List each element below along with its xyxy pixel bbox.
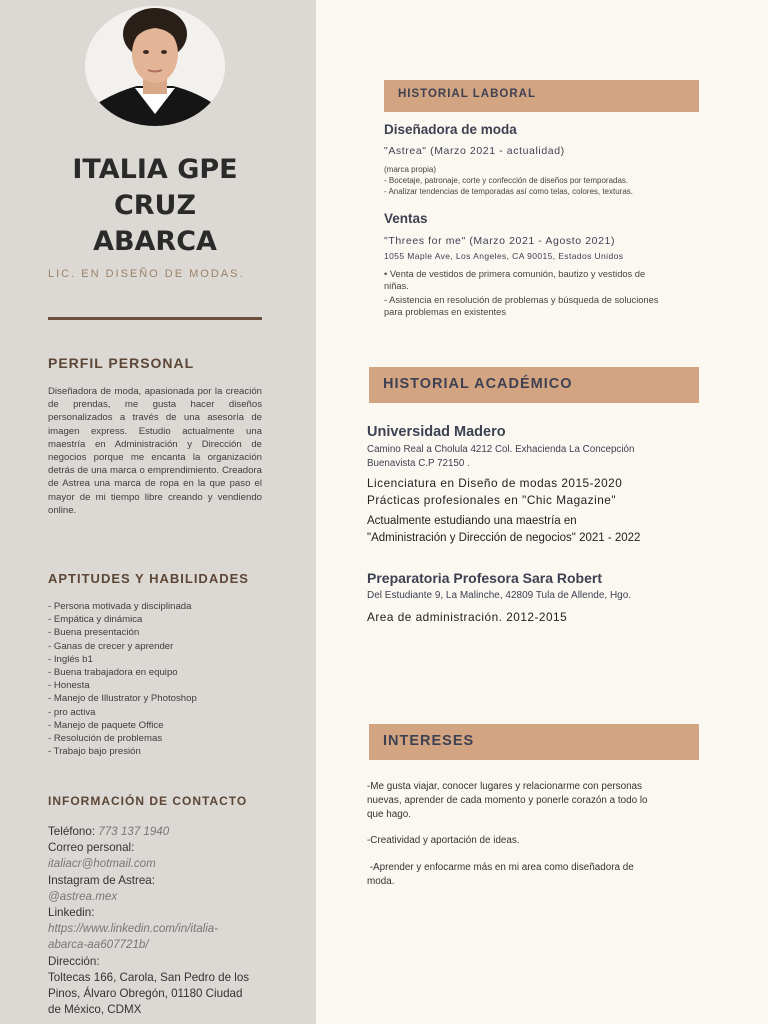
job2-bullet-2-line-1: - Asistencia en resolución de problemas y búsqueda de soluciones xyxy=(384,295,659,305)
phone-value[interactable]: 773 137 1940 xyxy=(98,825,170,838)
intereses-p1-line-2: nuevas, aprender de cada momento y ponerle corazón a todo lo xyxy=(367,795,648,806)
intereses-p3-line-1: -Aprender y enfocarme más en mi area como diseñadora de xyxy=(367,862,634,873)
uni-name: Universidad Madero xyxy=(367,424,506,440)
intereses-p1-line-3: que hago. xyxy=(367,809,411,820)
uni-address-line-1: Camino Real a Cholula 4212 Col. Exhacienda La Concepción xyxy=(367,444,635,455)
skill-item: - Buena trabajadora en equipo xyxy=(48,667,178,679)
skill-item: - Honesta xyxy=(48,680,90,692)
academico-band xyxy=(369,367,699,403)
email-value[interactable]: italiacr@hotmail.com xyxy=(48,857,156,871)
name-line-2: CRUZ xyxy=(113,190,197,221)
job1-note: (marca propia) xyxy=(384,165,437,174)
job2-title: Ventas xyxy=(384,211,428,226)
academico-heading: HISTORIAL ACADÉMICO xyxy=(383,376,573,392)
address-line-3: de México, CDMX xyxy=(48,1003,142,1017)
address-line-2: Pinos, Álvaro Obregón, 01180 Ciudad xyxy=(48,987,243,1001)
perfil-heading: PERFIL PERSONAL xyxy=(48,355,195,371)
skill-item: - Manejo de Illustrator y Photoshop xyxy=(48,693,197,705)
linkedin-label: Linkedin: xyxy=(48,906,95,920)
intereses-band xyxy=(369,724,699,760)
job2-bullet-1-line-1: • Venta de vestidos de primera comunión, bautizo y vestidos de xyxy=(384,269,646,279)
skills-list xyxy=(48,600,197,758)
uni-degree-line-1: Licenciatura en Diseño de modas 2015-2020 xyxy=(367,476,623,490)
intereses-p2: -Creatividad y aportación de ideas. xyxy=(367,835,520,846)
skill-item: - Empática y dinámica xyxy=(48,614,143,626)
job1-bullet-2: - Analizar tendencias de temporadas así como telas, colores, texturas. xyxy=(384,187,634,196)
intereses-p1-line-1: -Me gusta viajar, conocer lugares y relacionarme con personas xyxy=(367,781,642,792)
uni-address-line-2: Buenavista C.P 72150 . xyxy=(367,458,470,469)
prepa-area: Area de administración. 2012-2015 xyxy=(367,610,568,624)
address-line-1: Toltecas 166, Carola, San Pedro de los xyxy=(48,970,250,984)
linkedin-link-line-1[interactable]: https://www.linkedin.com/in/italia- xyxy=(48,922,219,936)
prepa-name: Preparatoria Profesora Sara Robert xyxy=(367,570,602,586)
skill-item: - Ganas de crecer y aprender xyxy=(48,640,174,652)
prepa-address: Del Estudiante 9, La Malinche, 42809 Tula de Allende, Hgo. xyxy=(367,590,632,601)
address-label: Dirección: xyxy=(48,954,100,968)
job2-bullet-2-line-2: para problemas en existentes xyxy=(384,307,506,317)
divider xyxy=(48,317,262,320)
candidate-name xyxy=(20,152,290,260)
profile-photo xyxy=(85,6,225,126)
intereses-p3-line-2: moda. xyxy=(367,876,395,887)
skill-item: - Persona motivada y disciplinada xyxy=(48,601,192,612)
uni-master-line-2: "Administración y Dirección de negocios" 2021 - 2022 xyxy=(367,532,641,544)
instagram-value[interactable]: @astrea.mex xyxy=(48,889,118,903)
laboral-band xyxy=(384,80,699,112)
phone-label: Teléfono: xyxy=(48,825,99,838)
degree-subtitle: LIC. EN DISEÑO DE MODAS. xyxy=(48,268,245,280)
skill-item: - Inglés b1 xyxy=(48,653,93,665)
skill-item: - Resolución de problemas xyxy=(48,733,163,745)
job1-title: Diseñadora de moda xyxy=(384,122,517,137)
job2-bullet-1-line-2: niñas. xyxy=(384,281,409,291)
uni-master-line-1: Actualmente estudiando una maestría en xyxy=(367,515,577,527)
skills-heading: APTITUDES Y HABILIDADES xyxy=(48,571,249,586)
instagram-label: Instagram de Astrea: xyxy=(48,873,155,887)
name-line-3: ABARCA xyxy=(93,226,217,257)
job1-company: "Astrea" (Marzo 2021 - actualidad) xyxy=(384,145,565,157)
job2-company: "Threes for me" (Marzo 2021 - Agosto 2021) xyxy=(384,235,616,247)
laboral-heading: HISTORIAL LABORAL xyxy=(398,88,536,100)
intereses-heading: INTERESES xyxy=(383,733,475,749)
contact-info xyxy=(48,824,273,1018)
skill-item: - Buena presentación xyxy=(48,627,140,639)
skill-item: - pro activa xyxy=(48,706,96,718)
skill-item: - Trabajo bajo presión xyxy=(48,746,141,758)
uni-degree-line-2: Prácticas profesionales en "Chic Magazine" xyxy=(367,493,617,507)
job1-bullet-1: - Bocetaje, patronaje, corte y confección de diseños por temporadas. xyxy=(384,176,629,185)
linkedin-link-line-2[interactable]: abarca-aa607721b/ xyxy=(48,938,149,952)
job2-address: 1055 Maple Ave, Los Angeles, CA 90015, Estados Unidos xyxy=(384,251,624,261)
name-line-1: ITALIA GPE xyxy=(72,154,238,185)
email-label: Correo personal: xyxy=(48,841,135,855)
contact-heading: INFORMACIÓN DE CONTACTO xyxy=(48,794,248,808)
perfil-text: Diseñadora de moda, apasionada por la creación de prendas, me gusta hacer diseños personalizados a través de una asesoría de imagen express. Estudio actualmente una maestría en Administración y Dirección de negocios porque me encanta la organización detrás de una marca o emprendimiento. Creadora de Astrea una marca de ropa en la que paso el mayor de mi tiempo libre creando y vendiendo online. xyxy=(48,386,262,516)
skill-item: - Manejo de paquete Office xyxy=(48,719,164,731)
